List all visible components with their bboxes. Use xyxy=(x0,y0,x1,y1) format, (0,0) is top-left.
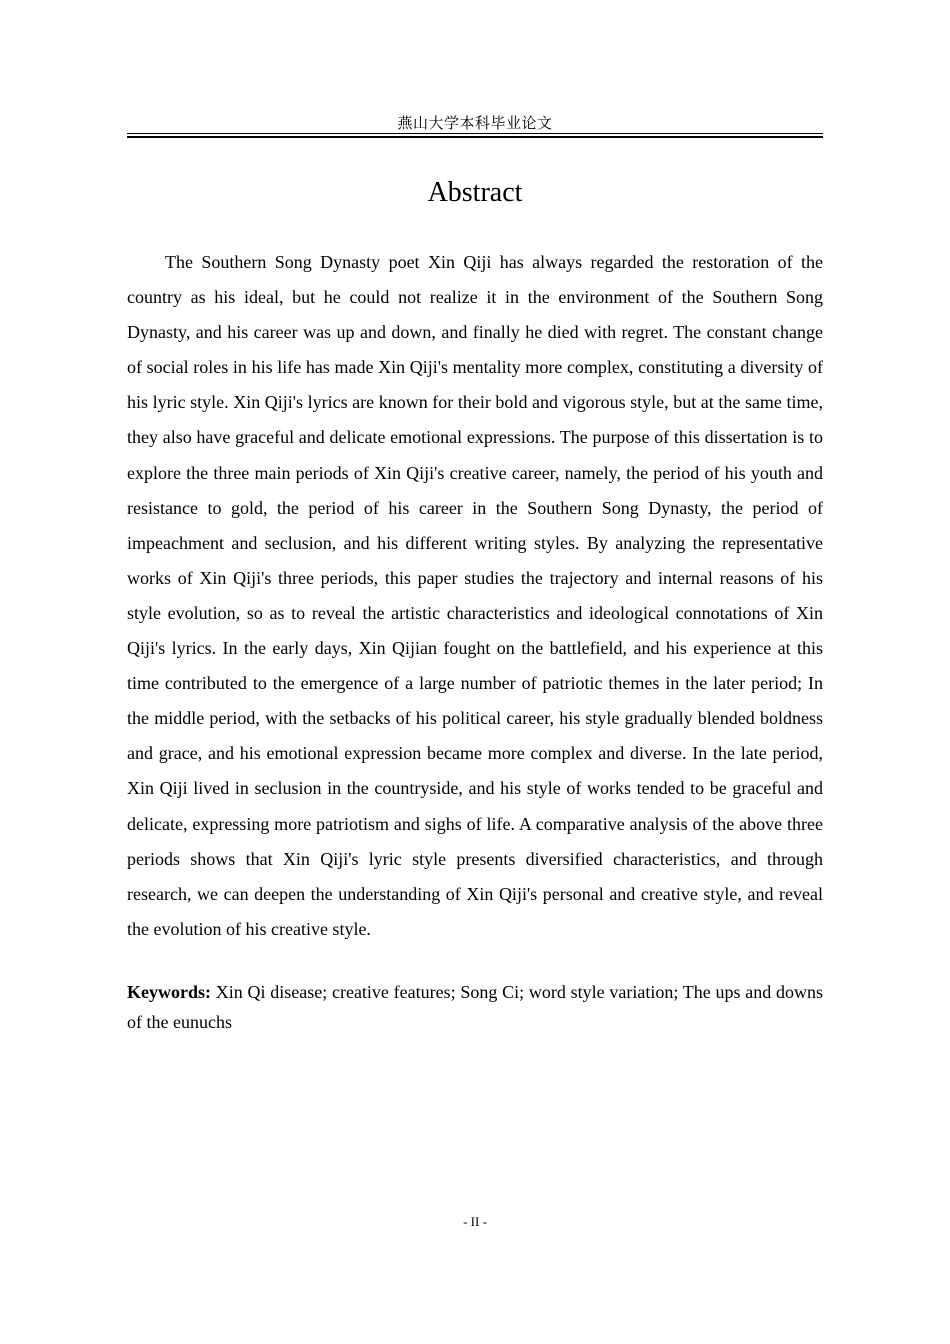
page-number: - II - xyxy=(463,1214,487,1229)
abstract-title: Abstract xyxy=(427,177,523,208)
keywords-text: Xin Qi disease; creative features; Song Ci; word style variation; The ups and downs of the eunuchs xyxy=(127,982,823,1032)
abstract-body: The Southern Song Dynasty poet Xin Qiji has always regarded the restoration of the country as his ideal, but he could not realize it in the environment of the Southern Song Dynasty, and his career was up and down, and finally he died with regret. The constant change of social roles in his life has made Xin Qiji's mentality more complex, constituting a diversity of his lyric style. Xin Qiji's lyrics are known for their bold and vigorous style, but at the same time, they also have graceful and delicate emotional expressions. The purpose of this dissertation is to explore the three main periods of Xin Qiji's creative career, namely, the period of his youth and resistance to gold, the period of his career in the Southern Song Dynasty, the period of impeachment and seclusion, and his different writing styles. By analyzing the representative works of Xin Qiji's three periods, this paper studies the trajectory and internal reasons of his style evolution, so as to reveal the artistic characteristics and ideological connotations of Xin Qiji's lyrics. In the early days, Xin Qijian fought on the battlefield, and his experience at this time contributed to the emergence of a large number of patriotic themes in the later period; In the middle period, with the setbacks of his political career, his style gradually blended boldness and grace, and his emotional expression became more complex and diverse. In the late period, Xin Qiji lived in seclusion in the countryside, and his style of works tended to be graceful and delicate, expressing more patriotism and sighs of life. A comparative analysis of the above three periods shows that Xin Qiji's lyric style presents diversified characteristics, and through research, we can deepen the understanding of Xin Qiji's personal and creative style, and reveal the evolution of his creative style. xyxy=(127,252,823,939)
running-header: 燕山大学本科毕业论文 xyxy=(397,114,553,132)
header-double-rule xyxy=(127,133,823,138)
keywords-paragraph xyxy=(127,977,823,1037)
keywords-label: Keywords: xyxy=(127,982,211,1002)
